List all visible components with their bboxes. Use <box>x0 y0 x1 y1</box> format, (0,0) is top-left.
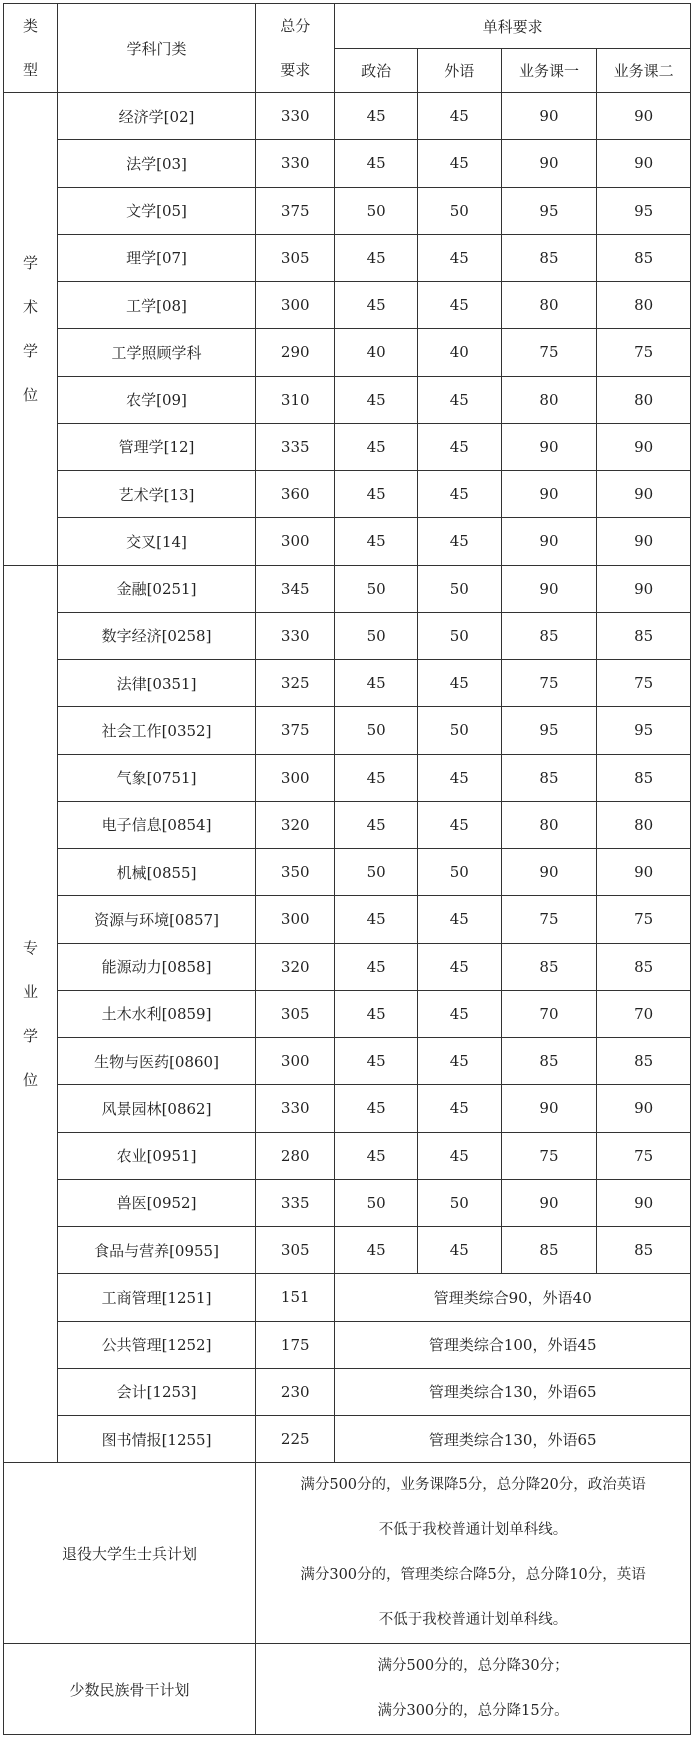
course1-cell: 80 <box>501 801 597 848</box>
total-cell: 320 <box>256 943 335 990</box>
course2-cell: 90 <box>597 849 691 896</box>
politics-cell: 45 <box>335 471 418 518</box>
language-header: 外语 <box>417 49 501 93</box>
politics-cell: 45 <box>335 140 418 187</box>
course2-cell: 80 <box>597 282 691 329</box>
special-plan-note <box>256 1644 691 1735</box>
course1-cell: 85 <box>501 1227 597 1274</box>
course2-cell: 80 <box>597 376 691 423</box>
course1-cell: 85 <box>501 1038 597 1085</box>
group-label-char: 位 <box>22 385 38 404</box>
group-label-char: 学 <box>22 1026 38 1045</box>
table-row <box>4 707 691 754</box>
requirement-cell: 管理类综合130，外语65 <box>335 1416 691 1463</box>
course1-cell: 85 <box>501 943 597 990</box>
politics-cell: 45 <box>335 1227 418 1274</box>
course2-cell: 85 <box>597 1038 691 1085</box>
total-cell: 335 <box>256 423 335 470</box>
politics-cell: 50 <box>335 187 418 234</box>
special-plan-line: 满分300分的，总分降15分。 <box>377 1703 569 1720</box>
politics-cell: 45 <box>335 660 418 707</box>
type-header <box>4 4 58 93</box>
politics-cell: 45 <box>335 1085 418 1132</box>
table-row <box>4 234 691 281</box>
language-cell: 45 <box>417 140 501 187</box>
total-cell: 310 <box>256 376 335 423</box>
name-cell: 电子信息[0854] <box>57 801 255 848</box>
language-cell: 40 <box>417 329 501 376</box>
course1-cell: 70 <box>501 990 597 1037</box>
name-cell: 资源与环境[0857] <box>57 896 255 943</box>
course2-cell: 75 <box>597 896 691 943</box>
table-row <box>4 187 691 234</box>
politics-cell: 45 <box>335 896 418 943</box>
special-plan-row <box>4 1644 691 1735</box>
special-plan-line: 不低于我校普通计划单科线。 <box>378 1522 568 1539</box>
course2-cell: 90 <box>597 1085 691 1132</box>
table-row <box>4 140 691 187</box>
table-row <box>4 612 691 659</box>
course1-header: 业务课一 <box>501 49 597 93</box>
course2-cell: 90 <box>597 140 691 187</box>
table-row <box>4 282 691 329</box>
total-cell: 330 <box>256 612 335 659</box>
total-cell: 300 <box>256 1038 335 1085</box>
politics-header: 政治 <box>335 49 418 93</box>
course1-cell: 75 <box>501 1132 597 1179</box>
name-cell: 社会工作[0352] <box>57 707 255 754</box>
name-cell: 法学[03] <box>57 140 255 187</box>
score-table-body <box>4 4 691 1735</box>
course1-cell: 85 <box>501 754 597 801</box>
requirement-cell: 管理类综合100，外语45 <box>335 1321 691 1368</box>
name-cell: 文学[05] <box>57 187 255 234</box>
course1-cell: 85 <box>501 612 597 659</box>
language-cell: 45 <box>417 518 501 565</box>
language-cell: 45 <box>417 1227 501 1274</box>
table-row <box>4 1132 691 1179</box>
special-plan-line: 满分500分的，业务课降5分，总分降20分，政治英语 <box>300 1477 646 1494</box>
course2-cell: 95 <box>597 187 691 234</box>
single-subject-header: 单科要求 <box>335 4 691 49</box>
total-header <box>256 4 335 93</box>
language-cell: 45 <box>417 801 501 848</box>
name-cell: 工学照顾学科 <box>57 329 255 376</box>
politics-cell: 45 <box>335 801 418 848</box>
special-plan-line: 满分500分的，总分降30分； <box>377 1658 569 1675</box>
language-cell: 45 <box>417 471 501 518</box>
politics-cell: 45 <box>335 1038 418 1085</box>
language-cell: 45 <box>417 1038 501 1085</box>
language-cell: 50 <box>417 849 501 896</box>
special-plan-line: 满分300分的，管理类综合降5分，总分降10分，英语 <box>300 1567 646 1584</box>
header-row <box>4 4 691 49</box>
group-label-char: 业 <box>22 982 38 1001</box>
total-cell: 305 <box>256 990 335 1037</box>
category-header: 学科门类 <box>57 4 255 93</box>
name-cell: 气象[0751] <box>57 754 255 801</box>
table-row <box>4 990 691 1037</box>
total-cell: 300 <box>256 896 335 943</box>
course2-cell: 75 <box>597 329 691 376</box>
table-row <box>4 1038 691 1085</box>
table-row <box>4 1085 691 1132</box>
total-header-line: 要求 <box>280 61 311 79</box>
politics-cell: 50 <box>335 1179 418 1226</box>
language-cell: 45 <box>417 93 501 140</box>
name-cell: 公共管理[1252] <box>57 1321 255 1368</box>
course2-cell: 75 <box>597 660 691 707</box>
course2-cell: 85 <box>597 612 691 659</box>
course1-cell: 90 <box>501 849 597 896</box>
language-cell: 45 <box>417 660 501 707</box>
politics-cell: 45 <box>335 943 418 990</box>
special-plan-note <box>256 1463 691 1644</box>
total-cell: 300 <box>256 754 335 801</box>
course1-cell: 80 <box>501 376 597 423</box>
table-row <box>4 1179 691 1226</box>
special-plan-name: 退役大学生士兵计划 <box>4 1463 256 1644</box>
course2-cell: 90 <box>597 93 691 140</box>
language-cell: 45 <box>417 234 501 281</box>
course1-cell: 90 <box>501 518 597 565</box>
group-label-char: 学 <box>22 253 38 272</box>
name-cell: 食品与营养[0955] <box>57 1227 255 1274</box>
total-cell: 300 <box>256 518 335 565</box>
total-cell: 305 <box>256 1227 335 1274</box>
language-cell: 50 <box>417 707 501 754</box>
politics-cell: 50 <box>335 707 418 754</box>
special-plan-row <box>4 1463 691 1644</box>
name-cell: 生物与医药[0860] <box>57 1038 255 1085</box>
total-cell: 325 <box>256 660 335 707</box>
name-cell: 金融[0251] <box>57 565 255 612</box>
type-header-char: 型 <box>22 61 38 79</box>
total-cell: 330 <box>256 140 335 187</box>
course1-cell: 90 <box>501 423 597 470</box>
politics-cell: 45 <box>335 518 418 565</box>
table-row <box>4 1274 691 1321</box>
name-cell: 会计[1253] <box>57 1368 255 1415</box>
total-cell: 300 <box>256 282 335 329</box>
course1-cell: 95 <box>501 187 597 234</box>
group-label-cell <box>4 565 58 1463</box>
table-row <box>4 1321 691 1368</box>
politics-cell: 40 <box>335 329 418 376</box>
course1-cell: 80 <box>501 282 597 329</box>
course2-cell: 85 <box>597 234 691 281</box>
politics-cell: 50 <box>335 612 418 659</box>
language-cell: 45 <box>417 1132 501 1179</box>
table-row <box>4 1416 691 1463</box>
language-cell: 45 <box>417 754 501 801</box>
course2-cell: 90 <box>597 1179 691 1226</box>
total-cell: 230 <box>256 1368 335 1415</box>
language-cell: 45 <box>417 376 501 423</box>
table-row <box>4 93 691 140</box>
course2-cell: 90 <box>597 471 691 518</box>
language-cell: 50 <box>417 565 501 612</box>
special-plan-name: 少数民族骨干计划 <box>4 1644 256 1735</box>
language-cell: 50 <box>417 612 501 659</box>
name-cell: 数字经济[0258] <box>57 612 255 659</box>
name-cell: 艺术学[13] <box>57 471 255 518</box>
total-header-line: 总分 <box>280 17 311 35</box>
table-row <box>4 1368 691 1415</box>
total-cell: 151 <box>256 1274 335 1321</box>
name-cell: 经济学[02] <box>57 93 255 140</box>
total-cell: 305 <box>256 234 335 281</box>
total-cell: 375 <box>256 187 335 234</box>
table-row <box>4 518 691 565</box>
table-row <box>4 565 691 612</box>
total-cell: 350 <box>256 849 335 896</box>
name-cell: 能源动力[0858] <box>57 943 255 990</box>
name-cell: 理学[07] <box>57 234 255 281</box>
course1-cell: 90 <box>501 93 597 140</box>
language-cell: 45 <box>417 990 501 1037</box>
name-cell: 机械[0855] <box>57 849 255 896</box>
language-cell: 45 <box>417 896 501 943</box>
politics-cell: 45 <box>335 990 418 1037</box>
name-cell: 土木水利[0859] <box>57 990 255 1037</box>
course2-cell: 95 <box>597 707 691 754</box>
name-cell: 农业[0951] <box>57 1132 255 1179</box>
course2-cell: 80 <box>597 801 691 848</box>
total-cell: 335 <box>256 1179 335 1226</box>
group-label-char: 位 <box>22 1070 38 1089</box>
total-cell: 280 <box>256 1132 335 1179</box>
total-cell: 360 <box>256 471 335 518</box>
table-row <box>4 471 691 518</box>
group-label-char: 术 <box>22 297 38 316</box>
table-row <box>4 754 691 801</box>
table-row <box>4 801 691 848</box>
politics-cell: 45 <box>335 423 418 470</box>
table-row <box>4 329 691 376</box>
table-row <box>4 943 691 990</box>
course1-cell: 95 <box>501 707 597 754</box>
course2-cell: 75 <box>597 1132 691 1179</box>
language-cell: 50 <box>417 187 501 234</box>
requirement-cell: 管理类综合90，外语40 <box>335 1274 691 1321</box>
name-cell: 工商管理[1251] <box>57 1274 255 1321</box>
language-cell: 45 <box>417 423 501 470</box>
course1-cell: 90 <box>501 471 597 518</box>
group-label-char: 学 <box>22 341 38 360</box>
name-cell: 法律[0351] <box>57 660 255 707</box>
politics-cell: 45 <box>335 376 418 423</box>
name-cell: 管理学[12] <box>57 423 255 470</box>
course1-cell: 90 <box>501 1179 597 1226</box>
group-label-char: 专 <box>22 938 38 957</box>
table-row <box>4 896 691 943</box>
course2-cell: 85 <box>597 1227 691 1274</box>
language-cell: 45 <box>417 1085 501 1132</box>
type-header-char: 类 <box>22 17 38 35</box>
table-row <box>4 423 691 470</box>
language-cell: 50 <box>417 1179 501 1226</box>
course2-cell: 90 <box>597 518 691 565</box>
total-cell: 175 <box>256 1321 335 1368</box>
politics-cell: 45 <box>335 1132 418 1179</box>
course2-cell: 90 <box>597 565 691 612</box>
total-cell: 225 <box>256 1416 335 1463</box>
course1-cell: 90 <box>501 1085 597 1132</box>
politics-cell: 45 <box>335 93 418 140</box>
politics-cell: 50 <box>335 849 418 896</box>
course1-cell: 75 <box>501 896 597 943</box>
total-cell: 330 <box>256 93 335 140</box>
table-row <box>4 660 691 707</box>
group-label-cell <box>4 93 58 566</box>
requirement-cell: 管理类综合130，外语65 <box>335 1368 691 1415</box>
name-cell: 风景园林[0862] <box>57 1085 255 1132</box>
course2-cell: 85 <box>597 754 691 801</box>
total-cell: 290 <box>256 329 335 376</box>
course1-cell: 75 <box>501 660 597 707</box>
course2-cell: 90 <box>597 423 691 470</box>
language-cell: 45 <box>417 943 501 990</box>
course1-cell: 75 <box>501 329 597 376</box>
name-cell: 工学[08] <box>57 282 255 329</box>
politics-cell: 45 <box>335 282 418 329</box>
course2-cell: 85 <box>597 943 691 990</box>
politics-cell: 50 <box>335 565 418 612</box>
course2-cell: 70 <box>597 990 691 1037</box>
table-row <box>4 849 691 896</box>
name-cell: 交叉[14] <box>57 518 255 565</box>
course1-cell: 90 <box>501 140 597 187</box>
table-row <box>4 1227 691 1274</box>
name-cell: 农学[09] <box>57 376 255 423</box>
course1-cell: 90 <box>501 565 597 612</box>
score-table <box>3 3 691 1735</box>
politics-cell: 45 <box>335 754 418 801</box>
politics-cell: 45 <box>335 234 418 281</box>
course1-cell: 85 <box>501 234 597 281</box>
total-cell: 345 <box>256 565 335 612</box>
special-plan-line: 不低于我校普通计划单科线。 <box>378 1612 568 1629</box>
total-cell: 320 <box>256 801 335 848</box>
course2-header: 业务课二 <box>597 49 691 93</box>
name-cell: 兽医[0952] <box>57 1179 255 1226</box>
language-cell: 45 <box>417 282 501 329</box>
name-cell: 图书情报[1255] <box>57 1416 255 1463</box>
total-cell: 330 <box>256 1085 335 1132</box>
total-cell: 375 <box>256 707 335 754</box>
table-row <box>4 376 691 423</box>
